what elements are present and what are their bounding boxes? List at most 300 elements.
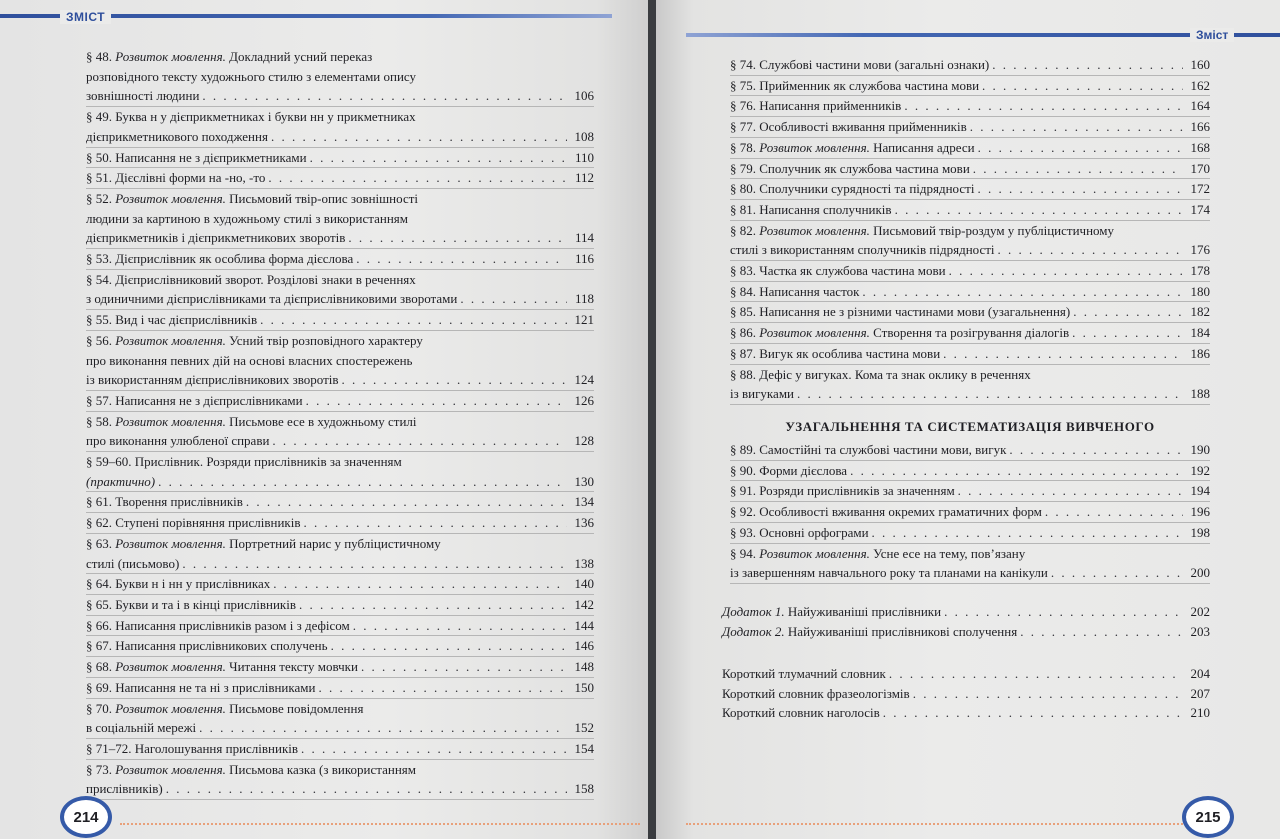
toc-entry[interactable] bbox=[86, 699, 594, 738]
toc-line-text bbox=[730, 481, 955, 501]
dot-leader bbox=[998, 240, 1183, 260]
page-ref: 128 bbox=[574, 433, 594, 449]
entry-title: Портретний нарис у публіцистичному bbox=[225, 535, 441, 551]
toc-entry[interactable] bbox=[730, 261, 1210, 281]
toc-entry[interactable] bbox=[86, 739, 594, 759]
toc-line-text bbox=[86, 86, 199, 106]
page-ref: 116 bbox=[574, 251, 594, 267]
dot-leader bbox=[889, 664, 1183, 684]
toc-line-text bbox=[730, 138, 975, 158]
toc-line bbox=[86, 189, 594, 209]
dot-leader bbox=[202, 86, 567, 106]
section-number: § 84. bbox=[730, 283, 756, 299]
toc-entry[interactable] bbox=[730, 365, 1210, 404]
page-ref: 192 bbox=[1190, 462, 1210, 478]
dot-leader bbox=[260, 310, 567, 330]
toc-entry[interactable] bbox=[722, 684, 1210, 704]
toc-line bbox=[730, 261, 1210, 281]
section-number: § 64. bbox=[86, 576, 112, 592]
italic-prefix: Розвиток мовлення. bbox=[759, 545, 870, 561]
section-number: § 73. bbox=[86, 761, 112, 777]
toc-line bbox=[722, 622, 1210, 642]
toc-line bbox=[730, 440, 1210, 460]
page-ref: 200 bbox=[1190, 565, 1210, 581]
toc-appendix bbox=[722, 602, 1210, 641]
page-ref: 174 bbox=[1190, 201, 1210, 217]
entry-title: Письмовий твір-опис зовнішності bbox=[225, 190, 419, 206]
entry-title: Найуживаніші прислівники bbox=[784, 604, 942, 619]
dot-leader bbox=[348, 228, 567, 248]
toc-entry[interactable] bbox=[722, 622, 1210, 642]
section-number: § 70. bbox=[86, 700, 112, 716]
toc-entry[interactable] bbox=[730, 179, 1210, 199]
entry-title: дієприкметників і дієприкметникових зворотів bbox=[86, 230, 346, 246]
toc-line-text bbox=[86, 412, 417, 432]
toc-line bbox=[86, 412, 594, 432]
dot-leader bbox=[913, 684, 1183, 704]
toc-entry[interactable] bbox=[730, 200, 1210, 220]
toc-entry[interactable] bbox=[86, 249, 594, 269]
entry-title: Написання не з дієприслівниками bbox=[112, 392, 303, 408]
toc-entry[interactable] bbox=[86, 492, 594, 512]
dot-leader bbox=[982, 76, 1183, 96]
toc-line bbox=[86, 760, 594, 780]
section-number: § 55. bbox=[86, 312, 112, 328]
entry-title: Ступені порівняння прислівників bbox=[112, 515, 301, 531]
entry-title: Письмове повідомлення bbox=[225, 700, 364, 716]
italic-prefix: Розвиток мовлення. bbox=[115, 761, 226, 777]
dot-leader bbox=[895, 200, 1183, 220]
toc-line-text bbox=[86, 554, 179, 574]
toc-entry[interactable] bbox=[86, 168, 594, 188]
toc-line bbox=[86, 67, 594, 87]
section-number: § 79. bbox=[730, 160, 756, 176]
page-ref: 134 bbox=[574, 494, 594, 510]
italic-prefix: Розвиток мовлення. bbox=[115, 49, 226, 64]
italic-prefix: Розвиток мовлення. bbox=[115, 700, 226, 716]
entry-title: Написання не та ні з прислівниками bbox=[112, 679, 316, 695]
page-ref: 178 bbox=[1190, 263, 1210, 279]
toc-line bbox=[730, 179, 1210, 199]
section-number: § 90. bbox=[730, 462, 756, 478]
page-ref: 146 bbox=[574, 638, 594, 654]
toc-line bbox=[730, 323, 1210, 343]
footer-dots-left bbox=[120, 821, 640, 825]
page-ref: 114 bbox=[574, 230, 594, 246]
section-number: § 78. bbox=[730, 139, 756, 155]
toc-line bbox=[730, 96, 1210, 116]
entry-title: прислівників) bbox=[86, 781, 163, 797]
toc-line bbox=[86, 431, 594, 451]
toc-line bbox=[86, 86, 594, 106]
toc-entry[interactable] bbox=[86, 47, 594, 106]
page-ref: 142 bbox=[574, 596, 594, 612]
page-ref: 184 bbox=[1190, 325, 1210, 341]
toc-line-text bbox=[86, 209, 408, 229]
page-ref: 202 bbox=[1190, 604, 1210, 619]
toc-entry[interactable] bbox=[86, 616, 594, 636]
toc-entry[interactable] bbox=[86, 636, 594, 656]
entry-title: Дефіс у вигуках. Кома та знак оклику в реченнях bbox=[756, 366, 1031, 382]
toc-line bbox=[86, 678, 594, 698]
entry-title: із вигуками bbox=[730, 386, 794, 402]
section-number: § 68. bbox=[86, 659, 112, 675]
toc-entry[interactable] bbox=[730, 55, 1210, 75]
entry-title: Написання не з різними частинами мови (узагальнення) bbox=[756, 304, 1071, 320]
toc-entry[interactable] bbox=[86, 331, 594, 390]
entry-title: Написання часток bbox=[756, 283, 860, 299]
toc-entry[interactable] bbox=[722, 703, 1210, 723]
page-ref: 210 bbox=[1190, 705, 1210, 721]
toc-line-text bbox=[86, 678, 315, 698]
page-number-left: 214 bbox=[60, 796, 112, 838]
toc-line bbox=[730, 344, 1210, 364]
entry-title: про виконання улюбленої справи bbox=[86, 433, 270, 449]
toc-line-text bbox=[86, 289, 457, 309]
toc-entry[interactable] bbox=[730, 323, 1210, 343]
section-number: § 67. bbox=[86, 638, 112, 654]
entry-title: Усне есе на тему, пов’язану bbox=[869, 545, 1026, 561]
toc-line-text bbox=[86, 657, 358, 677]
toc-line bbox=[730, 523, 1210, 543]
toc-line bbox=[730, 365, 1210, 385]
page-ref: 176 bbox=[1190, 242, 1210, 258]
toc-line-text bbox=[86, 270, 416, 290]
page-ref: 126 bbox=[574, 392, 594, 408]
toc-line-text bbox=[730, 384, 794, 404]
toc-line bbox=[86, 739, 594, 759]
page-ref: 186 bbox=[1190, 345, 1210, 361]
entry-title: Письмова казка (з використанням bbox=[225, 761, 416, 777]
toc-line-text bbox=[86, 513, 301, 533]
toc-line-text bbox=[86, 431, 269, 451]
page-ref: 204 bbox=[1190, 666, 1210, 681]
entry-title: Наголошування прислівників bbox=[131, 740, 299, 756]
entry-title: Вид і час дієприслівників bbox=[112, 312, 258, 328]
toc-line bbox=[86, 270, 594, 290]
dot-leader bbox=[978, 138, 1183, 158]
section-number: § 63. bbox=[86, 535, 112, 551]
page-ref: 140 bbox=[574, 576, 594, 592]
toc-line-text bbox=[86, 67, 416, 87]
toc-line-text bbox=[86, 331, 423, 351]
page-ref: 148 bbox=[574, 659, 594, 675]
section-number: § 66. bbox=[86, 617, 112, 633]
section-number: § 53. bbox=[86, 251, 112, 267]
toc-line-text bbox=[86, 718, 196, 738]
toc-entry[interactable] bbox=[86, 391, 594, 411]
toc-entry[interactable] bbox=[722, 664, 1210, 684]
page-ref: 207 bbox=[1190, 685, 1210, 701]
toc-line bbox=[730, 384, 1210, 404]
toc-line bbox=[730, 302, 1210, 322]
toc-line-text bbox=[730, 302, 1070, 322]
section-number: § 52. bbox=[86, 190, 112, 206]
toc-line bbox=[86, 331, 594, 351]
dot-leader bbox=[872, 523, 1183, 543]
entry-title: Написання сполучників bbox=[756, 201, 892, 217]
toc-entry[interactable] bbox=[730, 96, 1210, 116]
section-number: § 76. bbox=[730, 98, 756, 114]
section-number: § 77. bbox=[730, 119, 756, 135]
toc-line-text bbox=[730, 240, 995, 260]
dot-leader bbox=[797, 384, 1183, 404]
dot-leader bbox=[992, 55, 1183, 75]
page-number-right: 215 bbox=[1182, 796, 1234, 838]
toc-line-text bbox=[722, 622, 1017, 642]
section-number: § 87. bbox=[730, 345, 756, 361]
toc-entry[interactable] bbox=[730, 117, 1210, 137]
toc-line-text bbox=[730, 159, 970, 179]
italic-prefix: Розвиток мовлення. bbox=[115, 535, 226, 551]
toc-line bbox=[730, 159, 1210, 179]
entry-title: із використанням дієприслівникових зворотів bbox=[86, 372, 339, 388]
entry-title: Письмовий твір-роздум у публіцистичному bbox=[869, 222, 1115, 238]
entry-title: Особливості вживання окремих граматичних форм bbox=[756, 504, 1042, 520]
toc-entry[interactable] bbox=[730, 282, 1210, 302]
toc-line bbox=[730, 481, 1210, 501]
dot-leader bbox=[862, 282, 1183, 302]
toc-line-text bbox=[730, 461, 847, 481]
page-ref: 152 bbox=[574, 720, 594, 736]
toc-line-text bbox=[86, 472, 155, 492]
toc-line-text bbox=[86, 779, 163, 799]
toc-line bbox=[86, 657, 594, 677]
entry-title: Створення та розігрування діалогів bbox=[869, 325, 1070, 341]
entry-title: Дієслівні форми на -но, -то bbox=[112, 170, 266, 186]
toc-entry[interactable] bbox=[730, 461, 1210, 481]
toc-entry[interactable] bbox=[86, 534, 594, 573]
toc-entry[interactable] bbox=[730, 440, 1210, 460]
entry-title: Читання тексту мовчки bbox=[225, 659, 358, 675]
dot-leader bbox=[199, 718, 567, 738]
italic-prefix: Додаток 2. bbox=[722, 623, 785, 639]
page-ref: 196 bbox=[1190, 504, 1210, 520]
toc-line bbox=[86, 370, 594, 390]
italic-prefix: Розвиток мовлення. bbox=[759, 139, 870, 155]
toc-entry[interactable] bbox=[730, 138, 1210, 158]
dot-leader bbox=[973, 159, 1183, 179]
toc-entry[interactable] bbox=[86, 513, 594, 533]
entry-title: Самостійні та службові частини мови, вигук bbox=[756, 442, 1007, 457]
toc-entry[interactable] bbox=[86, 148, 594, 168]
toc-entry[interactable] bbox=[730, 544, 1210, 583]
toc-entry[interactable] bbox=[86, 657, 594, 677]
dot-leader bbox=[1009, 440, 1183, 460]
toc-line-text bbox=[86, 310, 257, 330]
section-number: § 81. bbox=[730, 201, 756, 217]
toc-entry[interactable] bbox=[86, 678, 594, 698]
section-title: УЗАГАЛЬНЕННЯ ТА СИСТЕМАТИЗАЦІЯ ВИВЧЕНОГО bbox=[785, 419, 1155, 434]
entry-title: Написання прийменників bbox=[756, 98, 902, 114]
italic-prefix: Розвиток мовлення. bbox=[115, 332, 226, 348]
page-ref: 138 bbox=[574, 555, 594, 571]
toc-line-text bbox=[722, 664, 886, 684]
toc-line-text bbox=[86, 127, 268, 147]
entry-title: Написання прислівникових сполучень bbox=[112, 638, 328, 654]
section-number: § 57. bbox=[86, 392, 112, 408]
toc-line-text bbox=[86, 228, 345, 248]
toc-line-text bbox=[86, 452, 402, 472]
section-number: § 75. bbox=[730, 77, 756, 93]
entry-title: Дієприслівник як особлива форма дієслова bbox=[112, 251, 354, 267]
toc-line bbox=[730, 200, 1210, 220]
dot-leader bbox=[883, 703, 1183, 723]
toc-line-text bbox=[86, 595, 296, 615]
toc-line-text bbox=[730, 440, 1006, 460]
page-ref: 154 bbox=[574, 740, 594, 756]
toc-line bbox=[86, 513, 594, 533]
entry-title: (практично) bbox=[86, 473, 156, 489]
dot-leader bbox=[460, 289, 567, 309]
section-number: § 93. bbox=[730, 524, 756, 540]
dot-leader bbox=[361, 657, 567, 677]
toc-entry[interactable] bbox=[86, 270, 594, 309]
entry-title: Письмове есе в художньому стилі bbox=[225, 413, 417, 429]
toc-line-text bbox=[86, 574, 270, 594]
toc-line-text bbox=[86, 739, 298, 759]
entry-title: стилі (письмово) bbox=[86, 555, 180, 571]
section-number: § 59–60. bbox=[86, 454, 132, 470]
toc-line bbox=[722, 703, 1210, 723]
toc-entry[interactable] bbox=[730, 159, 1210, 179]
book-gutter bbox=[648, 0, 656, 839]
dot-leader bbox=[166, 779, 567, 799]
entry-title: зовнішності людини bbox=[86, 88, 200, 104]
entry-title: Службові частини мови (загальні ознаки) bbox=[756, 57, 990, 72]
entry-separator bbox=[86, 799, 594, 800]
toc-line-text bbox=[86, 370, 339, 390]
toc-entry[interactable] bbox=[86, 760, 594, 799]
section-number: § 83. bbox=[730, 263, 756, 279]
section-number: § 71–72. bbox=[86, 740, 132, 756]
entry-title: Короткий словник наголосів bbox=[722, 705, 880, 721]
section-number: § 65. bbox=[86, 596, 112, 612]
toc-line-text bbox=[86, 351, 413, 371]
footer-dots-right bbox=[686, 821, 1186, 825]
dot-leader bbox=[301, 739, 567, 759]
page-ref: 110 bbox=[574, 149, 594, 165]
toc-entry[interactable] bbox=[730, 523, 1210, 543]
entry-separator bbox=[730, 583, 1210, 584]
toc-line bbox=[86, 574, 594, 594]
toc-line-text bbox=[730, 179, 974, 199]
toc-line-text bbox=[730, 563, 1048, 583]
toc-entry[interactable] bbox=[730, 502, 1210, 522]
toc-line-text bbox=[86, 760, 416, 780]
entry-title: Сполучник як службова частина мови bbox=[756, 160, 970, 176]
toc-entry[interactable] bbox=[86, 189, 594, 248]
toc-entry[interactable] bbox=[730, 481, 1210, 501]
entry-title: Букви и та і в кінці прислівників bbox=[112, 596, 296, 612]
toc-entry[interactable] bbox=[730, 221, 1210, 260]
italic-prefix: Розвиток мовлення. bbox=[759, 222, 870, 238]
dot-leader bbox=[273, 574, 567, 594]
toc-line bbox=[86, 554, 594, 574]
toc-entry[interactable] bbox=[86, 595, 594, 615]
toc-line bbox=[86, 391, 594, 411]
section-number: § 69. bbox=[86, 679, 112, 695]
page-ref: 182 bbox=[1190, 304, 1210, 320]
toc-summary bbox=[730, 440, 1210, 584]
page-ref: 166 bbox=[1190, 119, 1210, 135]
toc-entry[interactable] bbox=[86, 107, 594, 146]
dot-leader bbox=[318, 678, 567, 698]
header-label-left: ЗМІСТ bbox=[60, 10, 111, 24]
entry-title: Написання не з дієприкметниками bbox=[112, 149, 307, 165]
toc-entry[interactable] bbox=[730, 302, 1210, 322]
toc-line bbox=[86, 289, 594, 309]
italic-prefix: Розвиток мовлення. bbox=[115, 413, 226, 429]
page-ref: 190 bbox=[1190, 442, 1210, 457]
section-number: § 82. bbox=[730, 222, 756, 238]
toc-entry[interactable] bbox=[86, 412, 594, 451]
dot-leader bbox=[299, 595, 567, 615]
toc-line-text bbox=[730, 502, 1042, 522]
entry-title: Букви н і нн у прислівниках bbox=[112, 576, 271, 592]
toc-line bbox=[86, 452, 594, 472]
dot-leader bbox=[306, 391, 567, 411]
toc-entry[interactable] bbox=[730, 76, 1210, 96]
dot-leader bbox=[310, 148, 567, 168]
toc-line bbox=[86, 209, 594, 229]
toc-line bbox=[86, 310, 594, 330]
entry-title: Написання адреси bbox=[869, 139, 975, 155]
section-number: § 86. bbox=[730, 325, 756, 341]
toc-line-text bbox=[730, 323, 1069, 343]
section-number: § 80. bbox=[730, 181, 756, 197]
page-ref: 194 bbox=[1190, 483, 1210, 499]
page-ref: 136 bbox=[574, 515, 594, 531]
toc-entry[interactable] bbox=[722, 602, 1210, 622]
toc-line-text bbox=[730, 55, 989, 75]
toc-entry[interactable] bbox=[86, 574, 594, 594]
page-ref: 164 bbox=[1190, 98, 1210, 114]
toc-line bbox=[86, 127, 594, 147]
entry-title: розповідного тексту художнього стилю з елементами опису bbox=[86, 68, 417, 84]
toc-line bbox=[730, 544, 1210, 564]
dot-leader bbox=[268, 168, 567, 188]
entry-title: дієприкметникового походження bbox=[86, 128, 268, 144]
italic-prefix: Розвиток мовлення. bbox=[115, 190, 226, 206]
entry-title: Докладний усний переказ bbox=[225, 49, 373, 64]
toc-line bbox=[86, 718, 594, 738]
entry-title: Форми дієслова bbox=[756, 462, 848, 478]
dot-leader bbox=[944, 602, 1183, 622]
page-ref: 170 bbox=[1190, 160, 1210, 176]
toc-line bbox=[86, 249, 594, 269]
page-ref: 180 bbox=[1190, 283, 1210, 299]
entry-title: із завершенням навчального року та планами на канікули bbox=[730, 565, 1048, 581]
toc-entry[interactable] bbox=[86, 452, 594, 491]
toc-line-text bbox=[86, 534, 441, 554]
page-ref: 150 bbox=[574, 679, 594, 695]
page-ref: 188 bbox=[1190, 386, 1210, 402]
toc-line bbox=[730, 502, 1210, 522]
toc-line bbox=[722, 684, 1210, 704]
entry-title: з одиничними дієприслівниками та дієприслівниковими зворотами bbox=[86, 291, 458, 307]
section-number: § 56. bbox=[86, 332, 112, 348]
entry-title: стилі з використанням сполучників підрядності bbox=[730, 242, 995, 258]
toc-line bbox=[86, 534, 594, 554]
page-ref: 121 bbox=[574, 312, 594, 328]
dot-leader bbox=[1020, 622, 1183, 642]
toc-entry[interactable] bbox=[86, 310, 594, 330]
toc-line bbox=[722, 602, 1210, 622]
toc-entry[interactable] bbox=[730, 344, 1210, 364]
page-ref: 203 bbox=[1190, 623, 1210, 639]
entry-title: в соціальній мережі bbox=[86, 720, 197, 736]
